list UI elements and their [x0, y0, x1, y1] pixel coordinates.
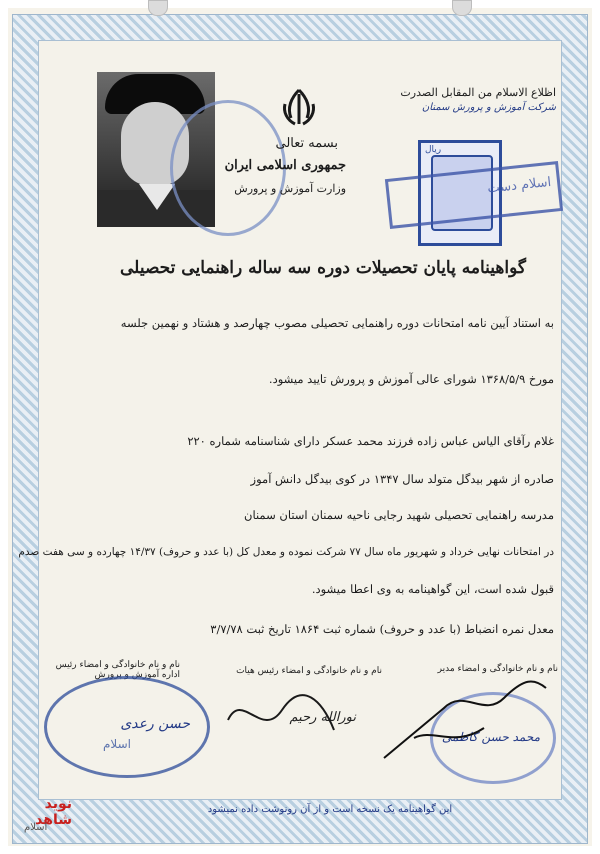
org-header-right: اظلاع الاسلام من المقابل الصدرت [400, 86, 556, 99]
body-line-2: صادره از شهر بیدگل متولد سال ۱۳۴۷ در کوی بیدگل دانش آموز [250, 472, 554, 486]
signature-left-name: حسن رعدی [120, 716, 190, 732]
certificate-title: گواهینامه پایان تحصیلات دوره سه ساله راهنمایی تحصیلی [120, 258, 526, 278]
pin-left-icon [148, 0, 168, 16]
signature-middle-icon [222, 680, 342, 750]
signature-label-middle: نام و نام خانوادگی و امضاء رئیس هیات [236, 666, 382, 676]
pin-right-icon [452, 0, 472, 16]
body-line-3: مدرسه راهنمایی تحصیلی شهید رجایی ناحیه سمنان استان سمنان [244, 508, 554, 522]
signature-right-name: محمد حسن کاظمی [441, 730, 540, 744]
basmala: بسمه تعالی [275, 136, 338, 151]
watermark-logo [18, 792, 72, 842]
signature-right-icon [374, 668, 554, 768]
country-name: جمهوری اسلامی ایران [224, 158, 346, 173]
body-line-1: غلام رآقای الیاس عباس زاده فرزند محمد عسکر دارای شناسنامه شماره ۲۲۰ [187, 434, 554, 448]
revenue-stamp-label: ریال [425, 145, 442, 155]
body-line-6: معدل نمره انضباط (با عدد و حروف) شماره ثبت ۱۸۶۴ تاریخ ثبت ۳/۷/۷۸ [210, 622, 554, 636]
watermark-sub: اسلام [24, 822, 48, 833]
signature-label-right: نام و نام خانوادگی و امضاء مدیر [437, 664, 558, 674]
signature-middle-name: نورالله رحیم [289, 710, 356, 725]
signature-label-left: نام و نام خانوادگی و امضاء رئیس اداره آموزش و پرورش [55, 660, 180, 680]
ministry-name: وزارت آموزش و پرورش [234, 182, 346, 195]
preamble-line-1: به استناد آیین نامه امتحانات دوره راهنمایی تحصیلی مصوب چهارصد و هشتاد و نهمین جلسه [120, 316, 554, 330]
body-line-4: در امتحانات نهایی خرداد و شهریور ماه سال ۷۷ شرکت نموده و معدل کل (با عدد و حروف) ۱۴/۳۷ چهارده و سی هفت صدم [18, 546, 554, 558]
rect-stamp-label: اسلام دست [486, 174, 552, 197]
preamble-line-2: مورخ ۱۳۶۸/۵/۹ شورای عالی آموزش و پرورش تایید میشود. [268, 372, 554, 386]
body-line-5: قبول شده است، این گواهینامه به وی اعطا میشود. [311, 582, 554, 596]
footer-note: این گواهینامه یک نسخه است و از آن رونوشت داده نمیشود [207, 804, 453, 815]
stamp-left-label: اسلام [103, 737, 131, 751]
org-sub-right: شرکت آموزش و پرورش سمنان [421, 102, 556, 113]
iran-emblem-icon [281, 88, 317, 128]
watermark-text: نوید شاهد [35, 796, 72, 828]
